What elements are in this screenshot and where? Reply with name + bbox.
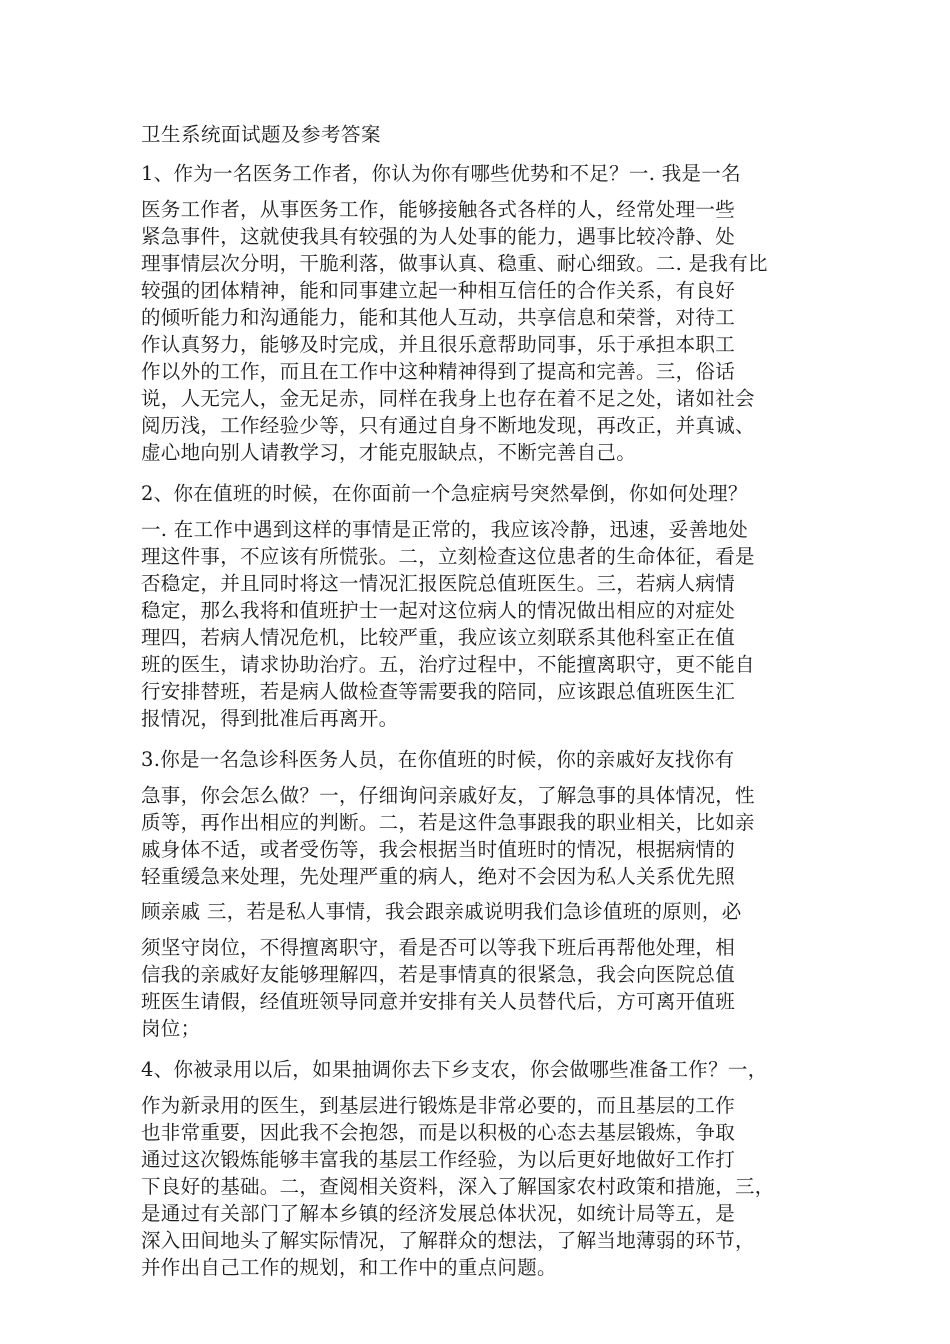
- question-2-line: 报情况，得到批准后再离开。: [141, 707, 399, 730]
- question-4-line: 作为新录用的医生，到基层进行锻炼是非常必要的，而且基层的工作: [141, 1094, 736, 1117]
- question-4: [141, 1054, 821, 1281]
- question-2-line: 稳定，那么我将和值班护士一起对这位病人的情况做出相应的对症处: [141, 599, 736, 622]
- question-1-line: 阅历浅，工作经验少等，只有通过自身不断地发现，再改正，并真诚、: [141, 414, 755, 437]
- question-4-line: 也非常重要，因此我不会抱怨，而是以积极的心态去基层锻炼，争取: [141, 1121, 736, 1144]
- question-2-line: 一. 在工作中遇到这样的事情是正常的，我应该冷静，迅速，妥善地处: [141, 518, 748, 541]
- question-1-line: 虚心地向别人请教学习，才能克服缺点，不断完善自己。: [141, 441, 637, 464]
- question-2: [141, 478, 821, 732]
- question-1-line: 说，人无完人，金无足赤，同样在我身上也存在着不足之处，诸如社会: [141, 387, 755, 410]
- question-2-line: 行安排替班，若是病人做检查等需要我的陪同，应该跟总值班医生汇: [141, 680, 736, 703]
- question-3-line: 班医生请假，经值班领导同意并安排有关人员替代后，方可离开值班: [141, 990, 736, 1013]
- question-3-line: 岗位；: [141, 1017, 201, 1040]
- question-1-line: 作以外的工作，而且在工作中这种精神得到了提高和完善。三，俗话: [141, 360, 736, 383]
- question-3: [141, 744, 821, 1042]
- question-3-line: 急事，你会怎么做？一，仔细询问亲戚好友，了解急事的具体情况，性: [141, 784, 755, 807]
- question-4-line: 并作出自己工作的规划，和工作中的重点问题。: [141, 1256, 557, 1279]
- question-3-line: 质等，再作出相应的判断。二，若是这件急事跟我的职业相关，比如亲: [141, 811, 755, 834]
- question-4-line: 通过这次锻炼能够丰富我的基层工作经验，为以后更好地做好工作打: [141, 1148, 736, 1171]
- question-1-line: 的倾听能力和沟通能力，能和其他人互动，共享信息和荣誉，对待工: [141, 306, 736, 329]
- question-3-line: 须坚守岗位，不得擅离职守，看是否可以等我下班后再帮他处理，相: [141, 936, 736, 959]
- question-3-line: 戚身体不适，或者受伤等，我会根据当时值班时的情况，根据病情的: [141, 838, 736, 861]
- question-3-line: 信我的亲戚好友能够理解四，若是事情真的很紧急，我会向医院总值: [141, 963, 736, 986]
- question-1-line: 理事情层次分明，干脆利落，做事认真、稳重、耐心细致。二. 是我有比: [141, 252, 768, 275]
- question-1-heading: 1、作为一名医务工作者，你认为你有哪些优势和不足？一. 我是一名: [141, 162, 741, 185]
- document-body: [141, 120, 821, 1281]
- question-2-heading: 2、你在值班的时候，在你面前一个急症病号突然晕倒，你如何处理？: [141, 482, 748, 505]
- question-4-line: 深入田间地头了解实际情况，了解群众的想法，了解当地薄弱的环节，: [141, 1229, 755, 1252]
- question-1-line: 较强的团体精神，能和同事建立起一种相互信任的合作关系，有良好: [141, 279, 736, 302]
- question-4-line: 是通过有关部门了解本乡镇的经济发展总体状况，如统计局等五，是: [141, 1202, 736, 1225]
- document-title: 卫生系统面试题及参考答案: [141, 123, 382, 146]
- question-2-line: 理这件事，不应该有所慌张。二，立刻检查这位患者的生命体征，看是: [141, 545, 755, 568]
- question-1: [141, 158, 821, 466]
- question-2-line: 理四，若病人情况危机，比较严重，我应该立刻联系其他科室正在值: [141, 626, 736, 649]
- question-3-line: 顾亲戚 三，若是私人事情，我会跟亲戚说明我们急诊值班的原则，必: [141, 900, 742, 923]
- question-1-line: 作认真努力，能够及时完成，并且很乐意帮助同事，乐于承担本职工: [141, 333, 736, 356]
- question-3-heading: 3.你是一名急诊科医务人员，在你值班的时候，你的亲戚好友找你有: [141, 748, 735, 771]
- question-1-line: 紧急事件，这就使我具有较强的为人处事的能力，遇事比较冷静、处: [141, 225, 736, 248]
- question-1-line: 医务工作者，从事医务工作，能够接触各式各样的人，经常处理一些: [141, 198, 736, 221]
- question-2-line: 班的医生，请求协助治疗。五，治疗过程中，不能擅离职守，更不能自: [141, 653, 755, 676]
- question-4-heading: 4、你被录用以后，如果抽调你去下乡支农，你会做哪些准备工作？一，: [141, 1058, 768, 1081]
- question-2-line: 否稳定，并且同时将这一情况汇报医院总值班医生。三，若病人病情: [141, 572, 736, 595]
- question-3-line: 轻重缓急来处理，先处理严重的病人，绝对不会因为私人关系优先照: [141, 865, 736, 888]
- question-4-line: 下良好的基础。二，查阅相关资料，深入了解国家农村政策和措施，三，: [141, 1175, 775, 1198]
